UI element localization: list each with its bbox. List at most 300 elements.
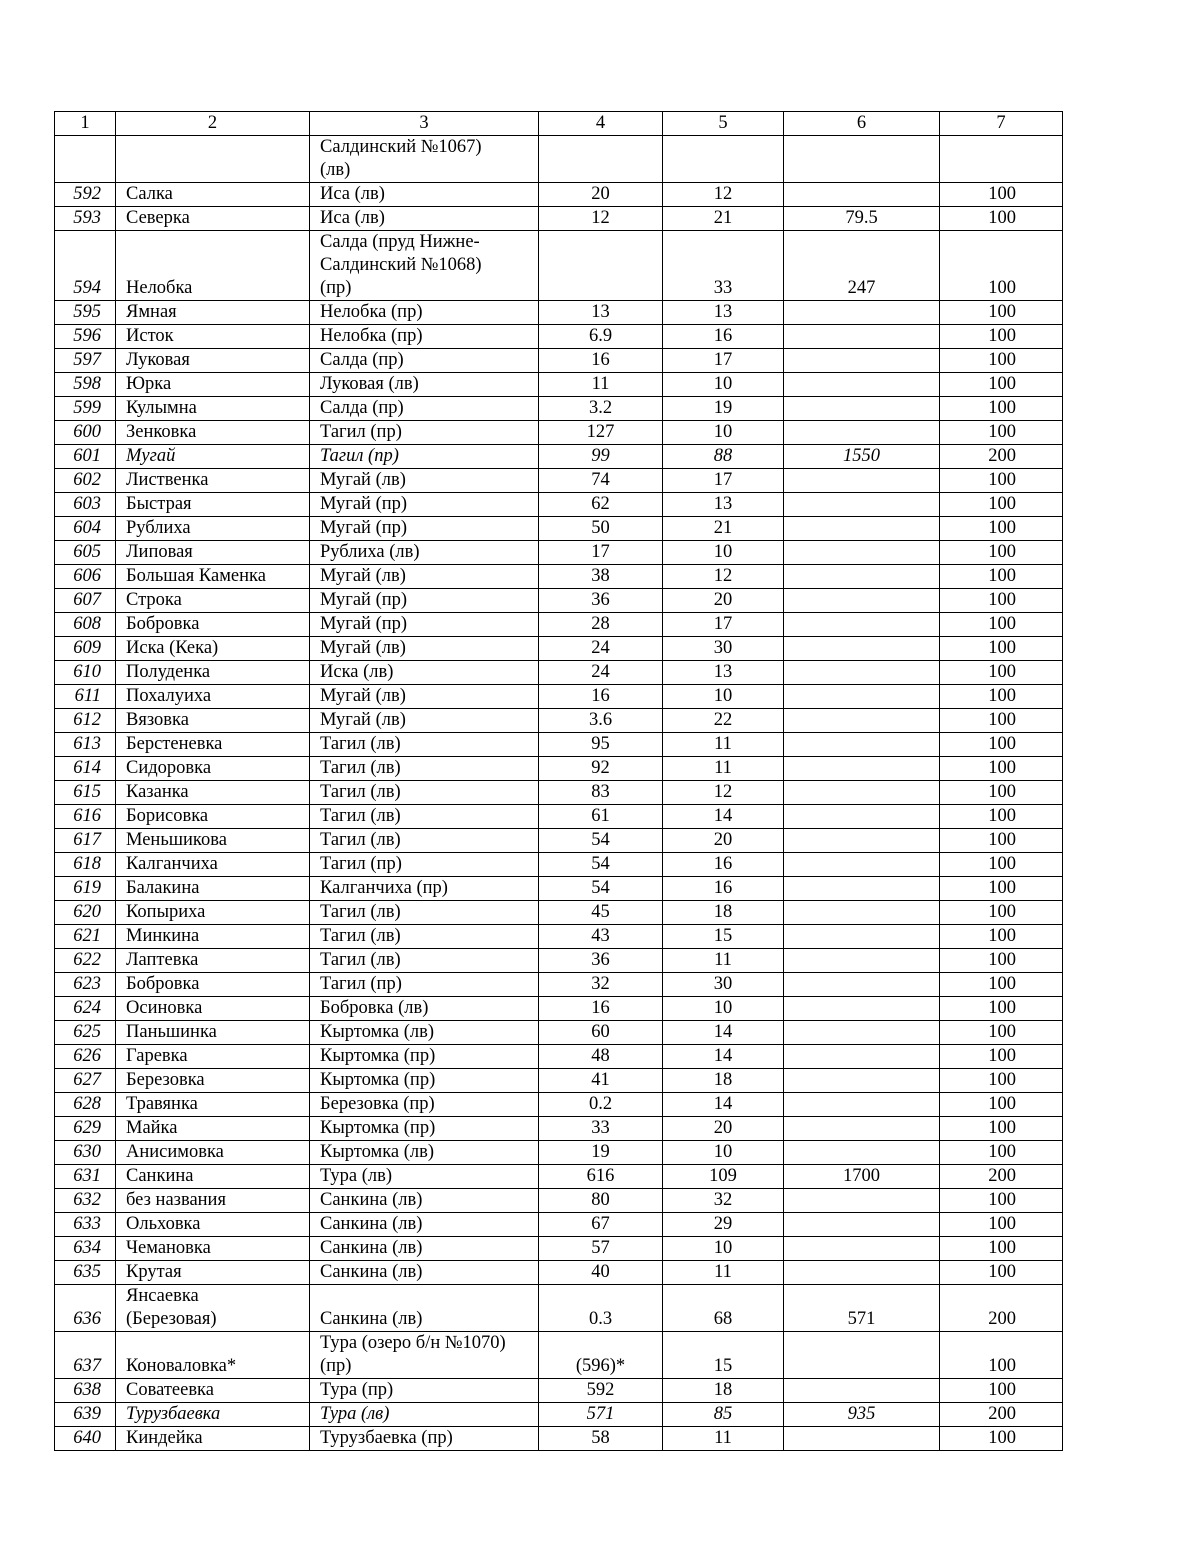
value-col-6 [784,565,940,589]
table-row [55,1427,1063,1451]
value-col-4: 17 [539,541,663,565]
row-number: 626 [55,1045,116,1069]
value-col-5: 11 [663,1427,784,1451]
value-col-6 [784,373,940,397]
river-name: Липовая [116,541,310,565]
value-col-7: 100 [940,1021,1063,1045]
value-col-4: 28 [539,613,663,637]
value-col-4: 36 [539,589,663,613]
value-col-4: 50 [539,517,663,541]
value-col-5: 10 [663,685,784,709]
value-col-5: 18 [663,1379,784,1403]
river-name: Северка [116,207,310,231]
value-col-5: 21 [663,517,784,541]
river-name: Осиновка [116,997,310,1021]
mouth-river: Тура (лв) [310,1165,539,1189]
header-cell-4: 4 [539,112,663,136]
row-number: 597 [55,349,116,373]
mouth-river: Мугай (лв) [310,709,539,733]
river-name: Крутая [116,1261,310,1285]
header-row [55,112,1063,136]
mouth-river: Санкина (лв) [310,1261,539,1285]
mouth-river: Тагил (лв) [310,805,539,829]
row-number: 614 [55,757,116,781]
value-col-6: 1700 [784,1165,940,1189]
table-row [55,757,1063,781]
table-row [55,973,1063,997]
value-col-7: 100 [940,517,1063,541]
value-col-7: 100 [940,997,1063,1021]
value-col-5: 11 [663,757,784,781]
value-col-6 [784,1141,940,1165]
river-name: Большая Каменка [116,565,310,589]
value-col-6 [784,901,940,925]
value-col-6 [784,829,940,853]
value-col-4: 80 [539,1189,663,1213]
mouth-river: Тура (лв) [310,1403,539,1427]
value-col-6 [784,349,940,373]
table-row [55,565,1063,589]
value-col-7: 100 [940,1093,1063,1117]
river-name: Соватеевка [116,1379,310,1403]
mouth-river: Мугай (пр) [310,517,539,541]
value-col-5: 14 [663,1093,784,1117]
row-number: 622 [55,949,116,973]
value-col-4: 67 [539,1213,663,1237]
value-col-5: 16 [663,877,784,901]
value-col-4: 6.9 [539,325,663,349]
table-row [55,709,1063,733]
value-col-6 [784,589,940,613]
value-col-7: 200 [940,1403,1063,1427]
value-col-6 [784,757,940,781]
table-row [55,183,1063,207]
value-col-6 [784,541,940,565]
river-name: Полуденка [116,661,310,685]
value-col-7: 100 [940,541,1063,565]
table-row [55,781,1063,805]
value-col-7: 100 [940,231,1063,301]
mouth-river: Тагил (пр) [310,853,539,877]
mouth-river: Кыртомка (лв) [310,1021,539,1045]
river-name: Вязовка [116,709,310,733]
mouth-river: Мугай (пр) [310,493,539,517]
row-number: 621 [55,925,116,949]
river-name: Майка [116,1117,310,1141]
value-col-7: 100 [940,877,1063,901]
value-col-7: 100 [940,183,1063,207]
river-name: Лаптевка [116,949,310,973]
value-col-4: 19 [539,1141,663,1165]
river-name: Лиственка [116,469,310,493]
table-row [55,949,1063,973]
value-col-6 [784,853,940,877]
value-col-6 [784,949,940,973]
value-col-6 [784,781,940,805]
value-col-7: 100 [940,1427,1063,1451]
value-col-4 [539,136,663,183]
mouth-river: Тагил (лв) [310,829,539,853]
row-number: 635 [55,1261,116,1285]
table-row [55,231,1063,301]
value-col-5: 30 [663,973,784,997]
value-col-7: 100 [940,781,1063,805]
mouth-river: Санкина (лв) [310,1189,539,1213]
row-number: 594 [55,231,116,301]
header-cell-3: 3 [310,112,539,136]
table-row [55,1165,1063,1189]
value-col-4: 45 [539,901,663,925]
value-col-4: 38 [539,565,663,589]
value-col-4: 95 [539,733,663,757]
value-col-6 [784,517,940,541]
row-number: 611 [55,685,116,709]
value-col-4: 11 [539,373,663,397]
value-col-7: 100 [940,373,1063,397]
row-number: 610 [55,661,116,685]
row-number: 628 [55,1093,116,1117]
value-col-5: 10 [663,1237,784,1261]
value-col-5: 10 [663,373,784,397]
value-col-7: 100 [940,397,1063,421]
value-col-4: 32 [539,973,663,997]
value-col-4: 54 [539,829,663,853]
value-col-5: 17 [663,349,784,373]
river-name: Бобровка [116,973,310,997]
mouth-river: Тура (озеро б/н №1070) (пр) [310,1332,539,1379]
value-col-5: 32 [663,1189,784,1213]
mouth-river: Нелобка (пр) [310,325,539,349]
mouth-river: Санкина (лв) [310,1237,539,1261]
river-name: Травянка [116,1093,310,1117]
value-col-5: 19 [663,397,784,421]
value-col-6: 247 [784,231,940,301]
row-number: 595 [55,301,116,325]
river-name: Гаревка [116,1045,310,1069]
value-col-7: 100 [940,1141,1063,1165]
value-col-7: 100 [940,349,1063,373]
mouth-river: Тагил (лв) [310,949,539,973]
row-number: 624 [55,997,116,1021]
mouth-river: Санкина (лв) [310,1213,539,1237]
table-row [55,445,1063,469]
mouth-river: Кыртомка (пр) [310,1045,539,1069]
row-number: 632 [55,1189,116,1213]
mouth-river: Мугай (лв) [310,685,539,709]
mouth-river: Рублиха (лв) [310,541,539,565]
river-name: Киндейка [116,1427,310,1451]
value-col-6 [784,1117,940,1141]
river-name: Нелобка [116,231,310,301]
table-row [55,1285,1063,1332]
value-col-4: 92 [539,757,663,781]
row-number: 636 [55,1285,116,1332]
value-col-6 [784,136,940,183]
value-col-7 [940,136,1063,183]
table-row [55,901,1063,925]
value-col-7: 100 [940,901,1063,925]
value-col-4: 40 [539,1261,663,1285]
value-col-7: 100 [940,925,1063,949]
mouth-river: Бобровка (лв) [310,997,539,1021]
value-col-5: 22 [663,709,784,733]
value-col-7: 100 [940,853,1063,877]
value-col-4: 58 [539,1427,663,1451]
value-col-4: 3.6 [539,709,663,733]
value-col-4: 83 [539,781,663,805]
value-col-4: 16 [539,349,663,373]
table-row [55,733,1063,757]
value-col-7: 100 [940,805,1063,829]
mouth-river: Тагил (лв) [310,781,539,805]
value-col-6 [784,1427,940,1451]
row-number: 605 [55,541,116,565]
river-name: Ямная [116,301,310,325]
value-col-7: 100 [940,1117,1063,1141]
row-number: 620 [55,901,116,925]
value-col-7: 100 [940,973,1063,997]
table-row [55,1093,1063,1117]
row-number: 625 [55,1021,116,1045]
value-col-4: 74 [539,469,663,493]
river-name: Строка [116,589,310,613]
table-row [55,397,1063,421]
mouth-river: Иска (лв) [310,661,539,685]
value-col-5: 68 [663,1285,784,1332]
row-number: 639 [55,1403,116,1427]
row-number: 602 [55,469,116,493]
value-col-6 [784,613,940,637]
value-col-5: 13 [663,661,784,685]
value-col-5: 11 [663,1261,784,1285]
value-col-5: 20 [663,589,784,613]
value-col-6 [784,469,940,493]
value-col-7: 100 [940,421,1063,445]
row-number: 598 [55,373,116,397]
table-row [55,1332,1063,1379]
river-name: Луковая [116,349,310,373]
table-row [55,1261,1063,1285]
value-col-7: 100 [940,469,1063,493]
table-row [55,136,1063,183]
row-number: 623 [55,973,116,997]
row-number: 593 [55,207,116,231]
value-col-5: 12 [663,183,784,207]
row-number: 627 [55,1069,116,1093]
row-number: 596 [55,325,116,349]
row-number: 613 [55,733,116,757]
value-col-6 [784,1045,940,1069]
mouth-river: Мугай (лв) [310,469,539,493]
river-name [116,136,310,183]
value-col-7: 100 [940,1213,1063,1237]
table-row [55,661,1063,685]
value-col-6 [784,1332,940,1379]
value-col-4: 16 [539,997,663,1021]
river-name: Янсаевка (Березовая) [116,1285,310,1332]
river-name: Кулымна [116,397,310,421]
mouth-river: Калганчиха (пр) [310,877,539,901]
value-col-5: 15 [663,1332,784,1379]
value-col-5: 12 [663,565,784,589]
river-name: Коноваловка* [116,1332,310,1379]
table-row [55,421,1063,445]
value-col-7: 100 [940,949,1063,973]
value-col-6 [784,637,940,661]
table-row [55,207,1063,231]
value-col-5: 10 [663,997,784,1021]
value-col-7: 100 [940,207,1063,231]
value-col-6 [784,1261,940,1285]
value-col-6: 1550 [784,445,940,469]
value-col-6: 935 [784,1403,940,1427]
value-col-6 [784,1021,940,1045]
value-col-5: 11 [663,733,784,757]
river-name: Быстрая [116,493,310,517]
value-col-7: 100 [940,613,1063,637]
value-col-7: 100 [940,733,1063,757]
mouth-river: Мугай (пр) [310,589,539,613]
value-col-6 [784,1069,940,1093]
value-col-5: 30 [663,637,784,661]
mouth-river: Тагил (пр) [310,973,539,997]
row-number: 608 [55,613,116,637]
value-col-5: 13 [663,493,784,517]
value-col-7: 100 [940,757,1063,781]
table-row [55,613,1063,637]
table-row [55,373,1063,397]
mouth-river: Тагил (пр) [310,445,539,469]
value-col-6 [784,1379,940,1403]
river-name: Турузбаевка [116,1403,310,1427]
value-col-5: 12 [663,781,784,805]
mouth-river: Тагил (лв) [310,925,539,949]
value-col-5: 18 [663,1069,784,1093]
river-name: Берстеневка [116,733,310,757]
table-row [55,925,1063,949]
value-col-4: 43 [539,925,663,949]
table-row [55,1403,1063,1427]
table-body [55,136,1063,1451]
value-col-4: 571 [539,1403,663,1427]
value-col-7: 200 [940,1285,1063,1332]
row-number: 637 [55,1332,116,1379]
mouth-river: Тагил (лв) [310,733,539,757]
value-col-5: 13 [663,301,784,325]
row-number: 638 [55,1379,116,1403]
river-name: Бобровка [116,613,310,637]
value-col-6 [784,301,940,325]
value-col-4 [539,231,663,301]
mouth-river: Луковая (лв) [310,373,539,397]
river-name: Чемановка [116,1237,310,1261]
mouth-river: Кыртомка (пр) [310,1117,539,1141]
header-cell-2: 2 [116,112,310,136]
table-row [55,1045,1063,1069]
mouth-river: Тагил (лв) [310,901,539,925]
value-col-6 [784,325,940,349]
river-name: Калганчиха [116,853,310,877]
table-row [55,1213,1063,1237]
river-name: Салка [116,183,310,207]
value-col-4: 33 [539,1117,663,1141]
mouth-river: Березовка (пр) [310,1093,539,1117]
value-col-7: 100 [940,1261,1063,1285]
value-col-4: (596)* [539,1332,663,1379]
table-row [55,1141,1063,1165]
value-col-5: 18 [663,901,784,925]
value-col-5: 14 [663,1021,784,1045]
row-number: 592 [55,183,116,207]
header-cell-7: 7 [940,112,1063,136]
row-number: 629 [55,1117,116,1141]
value-col-4: 13 [539,301,663,325]
value-col-7: 100 [940,709,1063,733]
value-col-4: 3.2 [539,397,663,421]
value-col-5: 14 [663,1045,784,1069]
value-col-6 [784,661,940,685]
value-col-6: 571 [784,1285,940,1332]
row-number: 600 [55,421,116,445]
table-row [55,541,1063,565]
value-col-4: 62 [539,493,663,517]
value-col-6 [784,709,940,733]
mouth-river: Кыртомка (лв) [310,1141,539,1165]
value-col-6 [784,397,940,421]
table-row [55,349,1063,373]
table-row [55,1379,1063,1403]
header-cell-6: 6 [784,112,940,136]
value-col-4: 61 [539,805,663,829]
value-col-4: 48 [539,1045,663,1069]
value-col-4: 54 [539,877,663,901]
table-row [55,853,1063,877]
row-number: 631 [55,1165,116,1189]
value-col-6 [784,1093,940,1117]
value-col-5: 33 [663,231,784,301]
river-name: Анисимовка [116,1141,310,1165]
row-number: 607 [55,589,116,613]
row-number: 615 [55,781,116,805]
value-col-7: 100 [940,1069,1063,1093]
value-col-4: 12 [539,207,663,231]
value-col-6 [784,997,940,1021]
mouth-river: Салда (пруд Нижне- Салдинский №1068) (пр) [310,231,539,301]
river-name: Юрка [116,373,310,397]
value-col-5 [663,136,784,183]
mouth-river: Мугай (лв) [310,565,539,589]
river-name: Меньшикова [116,829,310,853]
river-table [54,111,1063,1451]
river-name: Сидоровка [116,757,310,781]
value-col-4: 0.2 [539,1093,663,1117]
header-cell-5: 5 [663,112,784,136]
value-col-7: 100 [940,493,1063,517]
river-name: Санкина [116,1165,310,1189]
value-col-7: 100 [940,1379,1063,1403]
value-col-5: 15 [663,925,784,949]
table-row [55,469,1063,493]
row-number: 616 [55,805,116,829]
value-col-7: 100 [940,685,1063,709]
mouth-river: Иса (лв) [310,207,539,231]
mouth-river: Турузбаевка (пр) [310,1427,539,1451]
river-name: Березовка [116,1069,310,1093]
value-col-7: 100 [940,1237,1063,1261]
table-row [55,997,1063,1021]
value-col-6 [784,421,940,445]
row-number: 609 [55,637,116,661]
